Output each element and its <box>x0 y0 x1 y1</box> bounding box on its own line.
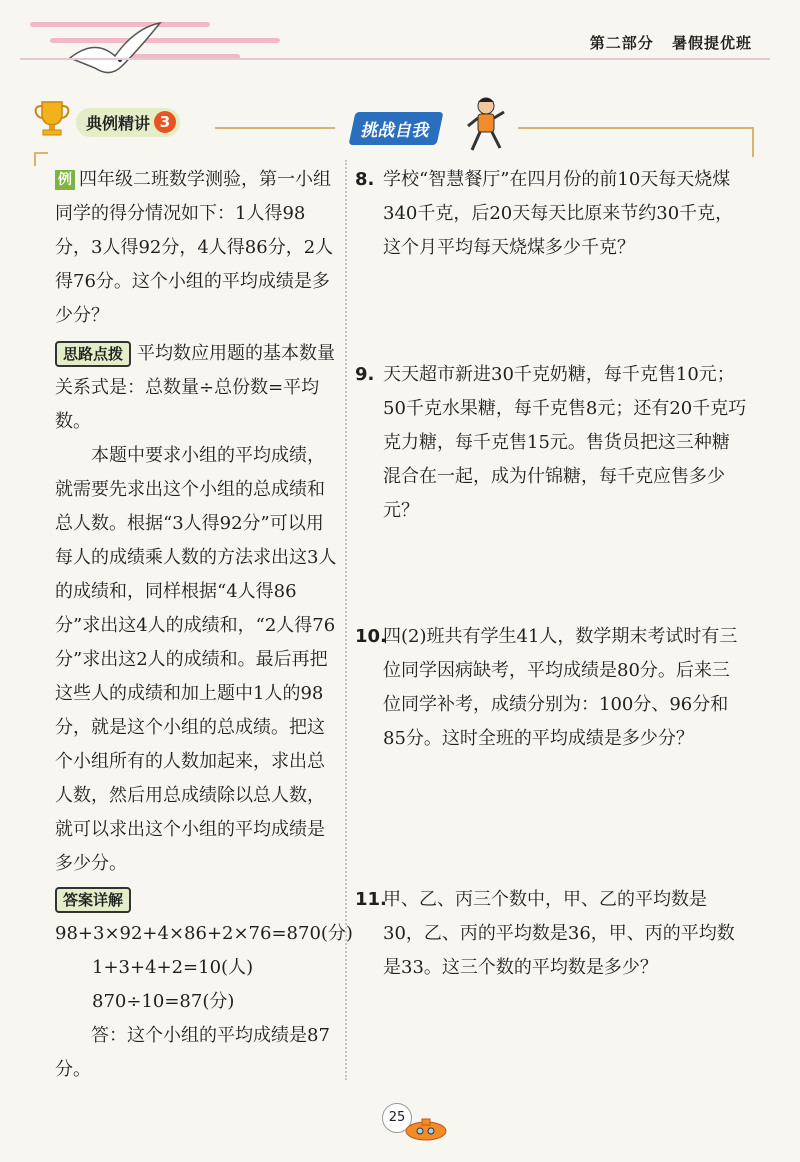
answer-line-1: 98+3×92+4×86+2×76=870(分) <box>55 923 353 944</box>
question-number: 11. <box>355 889 387 910</box>
heading-line <box>518 127 754 129</box>
example-mark: 例 <box>55 170 75 190</box>
question-10 <box>355 620 747 756</box>
question-9 <box>355 358 747 528</box>
analysis-text: 本题中要求小组的平均成绩，就需要先求出这个小组的总成绩和总人数。根据“3人得92分”可以用每人的成绩乘人数的方法求出这3人的成绩和，同样根据“4人得86分”求出这4人的成绩和，“2人得76分”求出这2人的成绩和。最后再把这些人的成绩和加上题中1人的98分，就是这个小组的总成绩。把这个小组所有的人数加起来，求出总人数，然后用总成绩除以总人数，就可以求出这个小组的平均成绩是多少分。 <box>55 445 337 874</box>
example-question-text: 四年级二班数学测验，第一小组同学的得分情况如下：1人得98分，3人得92分，4人得86分，2人得76分。这个小组的平均成绩是多少分？ <box>55 169 334 326</box>
hint-label: 思路点拨 <box>55 341 131 367</box>
question-text: 学校“智慧餐厅”在四月份的前10天每天烧煤340千克，后20天每天比原来节约30千克，这个月平均每天烧煤多少千克？ <box>383 169 734 258</box>
example-question <box>55 163 340 333</box>
question-text: 天天超市新进30千克奶糖，每千克售10元；50千克水果糖，每千克售8元；还有20千克巧克力糖，每千克售15元。售货员把这三种糖混合在一起，成为什锦糖，每千克应售多少元？ <box>383 364 747 521</box>
answer-final: 答：这个小组的平均成绩是87分。 <box>55 1025 330 1080</box>
seagull-icon <box>60 18 170 88</box>
answer-line-3: 870÷10=87(分) <box>92 991 235 1012</box>
question-number: 8. <box>355 169 375 190</box>
submarine-icon <box>400 1115 450 1141</box>
answer-label: 答案详解 <box>55 887 131 913</box>
hint-text: 平均数应用题的基本数量关系式是：总数量÷总份数=平均数。 <box>55 343 336 432</box>
section-title-pill <box>76 108 180 137</box>
question-11 <box>355 883 747 985</box>
corner-bracket <box>34 152 48 166</box>
header-part: 第二部分 <box>589 34 654 52</box>
challenge-badge: 挑战自我 <box>348 112 443 145</box>
question-8 <box>355 163 747 265</box>
question-text: 甲、乙、丙三个数中，甲、乙的平均数是30，乙、丙的平均数是36，甲、丙的平均数是33。这三个数的平均数是多少？ <box>383 889 735 978</box>
section-heading <box>32 98 202 138</box>
question-number: 10. <box>355 626 387 647</box>
section-number-badge: 3 <box>154 111 176 133</box>
hint-paragraph <box>55 337 340 439</box>
example-column <box>55 163 353 1087</box>
page-number: 25 <box>382 1103 412 1133</box>
header-rule <box>20 58 770 60</box>
runner-boy-icon <box>460 96 510 158</box>
question-text: 四(2)班共有学生41人，数学期末考试时有三位同学因病缺考，平均成绩是80分。后来三位同学补考，成绩分别为：100分、96分和85分。这时全班的平均成绩是多少分？ <box>383 626 738 749</box>
question-number: 9. <box>355 364 375 385</box>
section-title: 典例精讲 <box>86 114 151 133</box>
header-book: 暑假提优班 <box>671 34 752 52</box>
answer-paragraph <box>55 883 353 951</box>
answer-line-2: 1+3+4+2=10(人) <box>92 957 254 978</box>
heading-line <box>215 127 335 129</box>
running-header <box>590 32 752 53</box>
heading-line-corner <box>752 127 754 157</box>
trophy-icon <box>32 98 72 138</box>
